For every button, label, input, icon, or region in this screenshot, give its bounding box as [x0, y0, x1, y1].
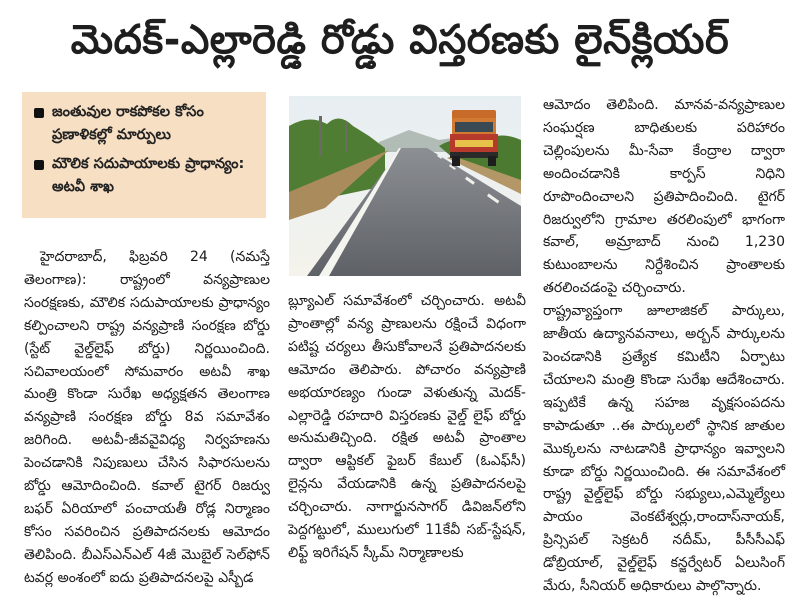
article-column-3	[543, 94, 785, 598]
highlights-box	[22, 92, 266, 218]
article-paragraph: రాష్ట్రవ్యాప్తంగా జూలాజికల్‌ పార్కులు, జాతీయ ఉద్యానవనాలు, అర్బన్‌ పార్కులను పెంచడానికి ప్రత్యేక కమిటీని ఏర్పాటు చేయాలని మంత్రి కొండా సురేఖ ఆదేశించారు. ఇప్పటికే ఉన్న సహజ వృక్షసంపదను కాపాడుతూ ..ఈ పార్కులలో స్థానిక జాతుల మొక్కలను నాటడానికి ప్రాధాన్యం ఇవ్వాలని కూడా బోర్డు నిర్ణయించింది. ఈ సమావేశంలో రాష్ట్ర వైల్డ్‌లైఫ్‌ బోర్డు సభ్యులు,ఎమ్మెల్యేలు పాయం వెంకటేశ్వర్లు,రాందాస్‌నాయక్‌, ప్రిన్సిపల్‌ సెక్రటరీ నదీమ్‌, పీసీసీఎఫ్‌ డోబ్రియాల్‌, వైల్డ్‌లైఫ్‌ కన్జర్వేటర్‌ ఏలుసింగ్‌ మేరు, సీనియర్‌ అధికారులు పాల్గొన్నారు.	[543, 303, 785, 595]
article-paragraph: బ్ల్యూఎల్‌ సమావేశంలో చర్చించారు. అటవీ ప్రాంతాల్లో వన్య ప్రాణులను రక్షించే విధంగా పటిష్ట చర్యలు తీసుకోవాలనే ప్రతిపాదనలకు ఆమోదం తెలిపారు. పోచారం వన్యప్రాణి అభయారణ్యం గుండా వెళుతున్న మెదక్‌-ఎల్లారెడ్డి రహదారి విస్తరణకు వైల్డ్‌ లైఫ్‌ బోర్డు అనుమతిచ్చింది. రక్షిత అటవీ ప్రాంతాల ద్వారా ఆప్టికల్‌ ఫైబర్‌ కేబుల్‌ (ఓఎఫ్‌సీ) లైన్లను వేయడానికి ఉన్న ప్రతిపాదనలపై చర్చించారు. నాగార్జునసాగర్‌ డివిజన్‌లోని పెద్దగట్టులో, ములుగులో 11కేవీ సబ్‌-స్టేషన్‌, లిఫ్ట్‌ ఇరిగేషన్‌ స్కీమ్‌ నిర్మాణాలకు	[288, 293, 526, 561]
square-bullet-icon	[34, 108, 44, 118]
highlight-text: మౌలిక సదుపాయాలకు ప్రాధాన్యం: అటవీ శాఖ	[52, 156, 245, 195]
highlight-text: జంతువుల రాకపోకల కోసం ప్రణాళికల్లో మార్పులు	[52, 104, 204, 143]
article-column-1	[24, 246, 270, 590]
article-paragraph: ఆమోదం తెలిపింది. మానవ-వన్యప్రాణుల సంఘర్షణ బాధితులకు పరిహారం చెల్లింపులను మీ-సేవా కేంద్రాల ద్వారా అందించడానికి కార్పస్‌ నిధిని రూపొందించాలని ప్రతిపాదించింది. టైగర్‌ రిజర్వులోని గ్రామాల తరలింపులో భాగంగా కవాల్‌, అమ్రాబాద్‌ నుంచి 1,230 కుటుంబాలను నిర్దేశించిన ప్రాంతాలకు తరలించడంపై చర్చించారు.	[543, 97, 785, 297]
article-paragraph: హైదరాబాద్‌, ఫిబ్రవరి 24 (నమస్తే తెలంగాణ): రాష్ట్రంలో వన్యప్రాణుల సంరక్షణకు, మౌలిక సదుపాయాలకు ప్రాధాన్యం కల్పించాలని రాష్ట్ర వన్యప్రాణి సంరక్షణ బోర్డు (స్టేట్‌ వైల్డ్‌లైఫ్‌ బోర్డు) నిర్ణయించింది. సచివాలయంలో సోమవారం అటవీ శాఖ మంత్రి కొండా సురేఖ అధ్యక్షతన తెలంగాణ వన్యప్రాణి సంరక్షణ బోర్డు 8వ సమావేశం జరిగింది. అటవీ-జీవవైవిధ్య నిర్వహణను పెంచడానికి నిపుణులు చేసిన సిఫారసులను బోర్డు ఆమోదించింది. కవాల్‌ టైగర్‌ రిజర్వు బఫర్‌ ఏరియాలో పంచాయతీ రోడ్ల నిర్మాణం కోసం సవరించిన ప్రతిపాదనలకు ఆమోదం తెలిపింది. బీఎస్‌ఎన్‌ఎల్‌ 4జీ మొబైల్‌ సెల్‌ఫోన్‌ టవర్ల అంశంలో ఐదు ప్రతిపాదనలపై ఎస్బీడ	[24, 249, 270, 586]
article-column-2	[288, 290, 526, 565]
headline: మెదక్‌-ఎల్లారెడ్డి రోడ్డు విస్తరణకు లైన్‌క్లియర్‌	[70, 17, 730, 63]
road-photo	[289, 96, 521, 276]
square-bullet-icon	[34, 160, 44, 170]
highlight-item	[32, 153, 256, 199]
highlight-item	[32, 101, 256, 147]
